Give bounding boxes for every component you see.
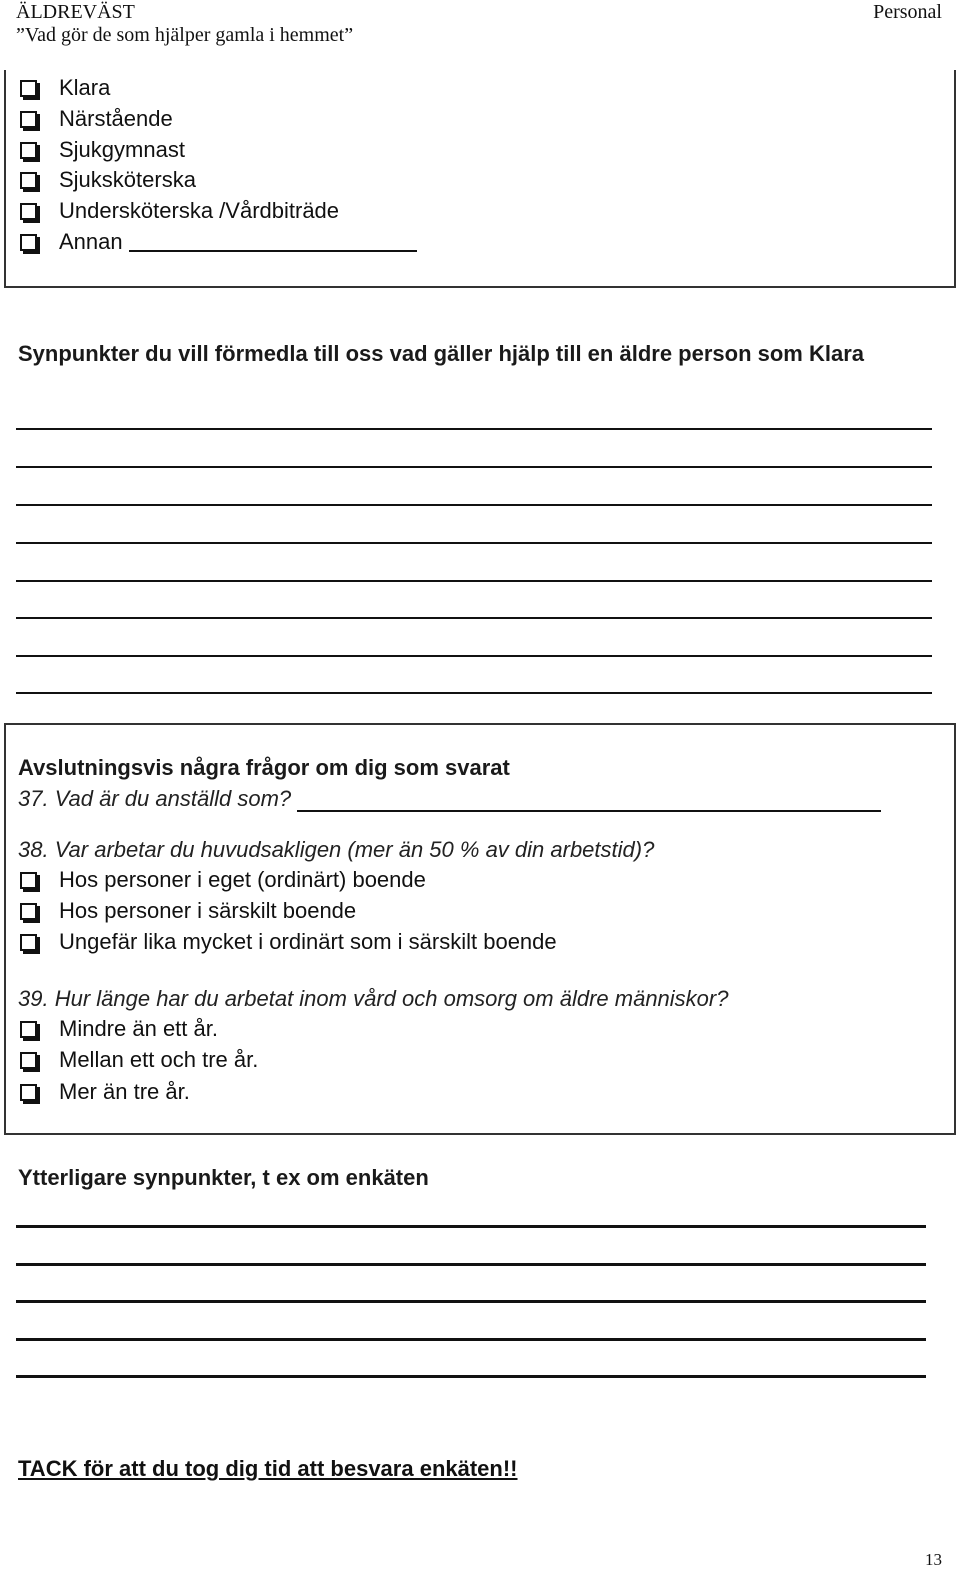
option-label: Sjuksköterska [59,167,196,192]
respondent-heading: Avslutningsvis några frågor om dig som svarat [18,755,510,780]
comment-line[interactable] [16,466,932,468]
header-section-label: Personal [873,1,942,23]
question-38: 38. Var arbetar du huvudsakligen (mer än 50 % av din arbetstid)? [18,837,655,862]
checkbox-icon[interactable] [20,142,37,159]
question-39: 39. Hur länge har du arbetat inom vård och omsorg om äldre människor? [18,986,729,1011]
option-klara[interactable] [18,73,110,103]
q39-option-mindre[interactable] [18,1014,218,1044]
comment-line[interactable] [16,617,932,619]
checkbox-icon[interactable] [20,872,37,889]
header-title: ÄLDREVÄST [16,1,135,23]
q39-option-mer[interactable] [18,1077,190,1107]
comments-heading: Synpunkter du vill förmedla till oss vad gäller hjälp till en äldre person som Klara [18,341,865,366]
checkbox-icon[interactable] [20,934,37,951]
q38-option-sarskilt[interactable] [18,896,356,926]
checkbox-icon[interactable] [20,1021,37,1038]
option-label: Hos personer i eget (ordinärt) boende [59,867,426,892]
option-label: Sjukgymnast [59,137,185,162]
option-label: Mellan ett och tre år. [59,1047,259,1072]
comment-line[interactable] [16,580,932,582]
annan-write-in-line[interactable] [129,232,417,252]
checkbox-icon[interactable] [20,172,37,189]
option-label: Mer än tre år. [59,1079,190,1104]
comment-line[interactable] [16,692,932,694]
question-37-text: 37. Vad är du anställd som? [18,786,292,811]
option-underskoterska[interactable] [18,196,339,226]
option-label: Närstående [59,106,173,131]
extra-comment-line[interactable] [16,1263,926,1266]
extra-comments-heading: Ytterligare synpunkter, t ex om enkäten [18,1165,429,1190]
checkbox-icon[interactable] [20,111,37,128]
extra-comment-line[interactable] [16,1375,926,1378]
header-subtitle: ”Vad gör de som hjälper gamla i hemmet” [16,24,354,46]
comment-line[interactable] [16,428,932,430]
option-label: Undersköterska /Vårdbiträde [59,198,340,223]
option-label: Klara [59,75,111,100]
option-narstaende[interactable] [18,104,173,134]
comment-line[interactable] [16,655,932,657]
checkbox-icon[interactable] [20,80,37,97]
checkbox-icon[interactable] [20,203,37,220]
option-annan[interactable] [18,227,417,257]
thanks-message: TACK för att du tog dig tid att besvara enkäten!! [18,1456,518,1481]
q38-option-ordinart[interactable] [18,865,426,895]
option-label: Mindre än ett år. [59,1016,218,1041]
comment-line[interactable] [16,542,932,544]
q39-option-mellan[interactable] [18,1045,258,1075]
extra-comment-line[interactable] [16,1225,926,1228]
checkbox-icon[interactable] [20,1052,37,1069]
extra-comment-line[interactable] [16,1338,926,1341]
checkbox-icon[interactable] [20,234,37,251]
q38-option-lika[interactable] [18,927,557,957]
question-37 [18,786,881,812]
checkbox-icon[interactable] [20,1084,37,1101]
page-number: 13 [925,1550,942,1569]
question-37-answer-line[interactable] [297,792,881,812]
option-label: Annan [59,229,123,254]
option-label: Ungefär lika mycket i ordinärt som i särskilt boende [59,929,557,954]
checkbox-icon[interactable] [20,903,37,920]
comment-line[interactable] [16,504,932,506]
option-sjukgymnast[interactable] [18,135,185,165]
option-label: Hos personer i särskilt boende [59,898,357,923]
extra-comment-line[interactable] [16,1300,926,1303]
option-sjukskoterska[interactable] [18,165,196,195]
